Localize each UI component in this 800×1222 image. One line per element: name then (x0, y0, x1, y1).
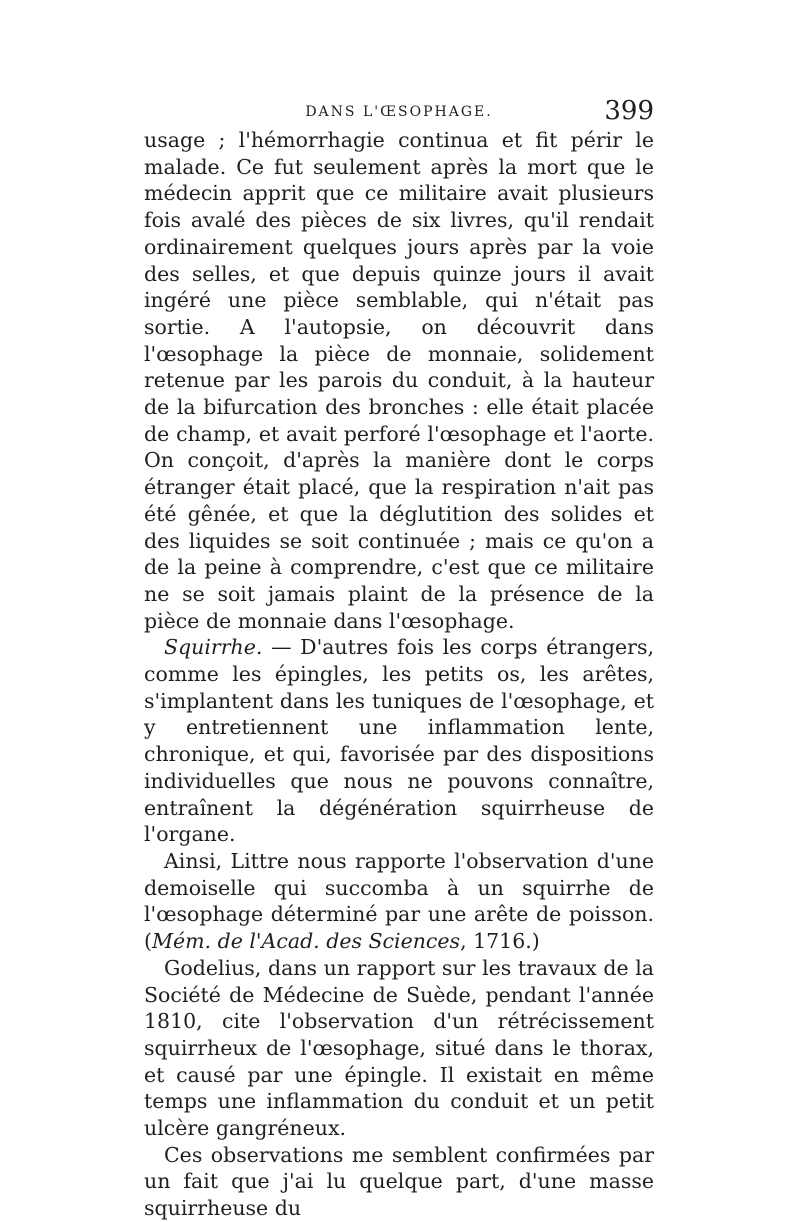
paragraph-text: Ces observations me semblent confirmées par un fait que j'ai lu quelque part, d'une masse squirrheuse du (144, 1142, 654, 1221)
paragraph-continuation (144, 127, 654, 634)
running-title: DANS L'ŒSOPHAGE. (305, 104, 493, 120)
paragraph-observations (144, 1142, 654, 1222)
paragraph-littre (144, 848, 654, 955)
citation-reference: Mém. de l'Acad. des Sciences (152, 929, 461, 954)
paragraph-squirrhe (144, 634, 654, 848)
citation-tail: , 1716.) (460, 929, 540, 954)
page-number: 399 (604, 96, 654, 126)
body-text (144, 127, 654, 1222)
paragraph-text: Ainsi, Littre nous rapporte l'observation d'une demoiselle qui succomba à un squirrhe de l'œsophage déterminé par une arête de poisson. ( (144, 848, 654, 954)
paragraph-text: Godelius, dans un rapport sur les travaux de la Société de Médecine de Suède, pendant l'année 1810, cite l'observation d'un rétrécissement squirrheux de l'œsophage, situé dans le thorax, et causé par une épingle. Il existait en même temps une inflammation du conduit et un petit ulcère gangréneux. (144, 955, 654, 1141)
paragraph-godelius (144, 955, 654, 1142)
paragraph-text: usage ; l'hémorrhagie continua et fit périr le malade. Ce fut seulement après la mort que le médecin apprit que ce militaire avait plusieurs fois avalé des pièces de six livres, qu'il rendait ordinairement quelques jours après par la voie des selles, et que depuis quinze jours il avait ingéré une pièce semblable, qui n'était pas sortie. A l'autopsie, on découvrit dans l'œsophage la pièce de monnaie, solidement retenue par les parois du conduit, à la hauteur de la bifurcation des bronches : elle était placée de champ, et avait perforé l'œsophage et l'aorte. On conçoit, d'après la manière dont le corps étranger était placé, que la respiration n'ait pas été gênée, et que la déglutition des solides et des liquides se soit continuée ; mais ce qu'on a de la peine à comprendre, c'est que ce militaire ne se soit jamais plaint de la présence de la pièce de monnaie dans l'œsophage. (144, 128, 654, 633)
paragraph-text: — D'autres fois les corps étrangers, comme les épingles, les petits os, les arêtes, s'implantent dans les tuniques de l'œsophage, et y entretiennent une inflammation lente, chronique, et qui, favorisée par des dispositions individuelles que nous ne pouvons connaître, entraînent la dégénération squirrheuse de l'organe. (144, 635, 654, 847)
section-lead-squirrhe: Squirrhe. (164, 635, 263, 660)
